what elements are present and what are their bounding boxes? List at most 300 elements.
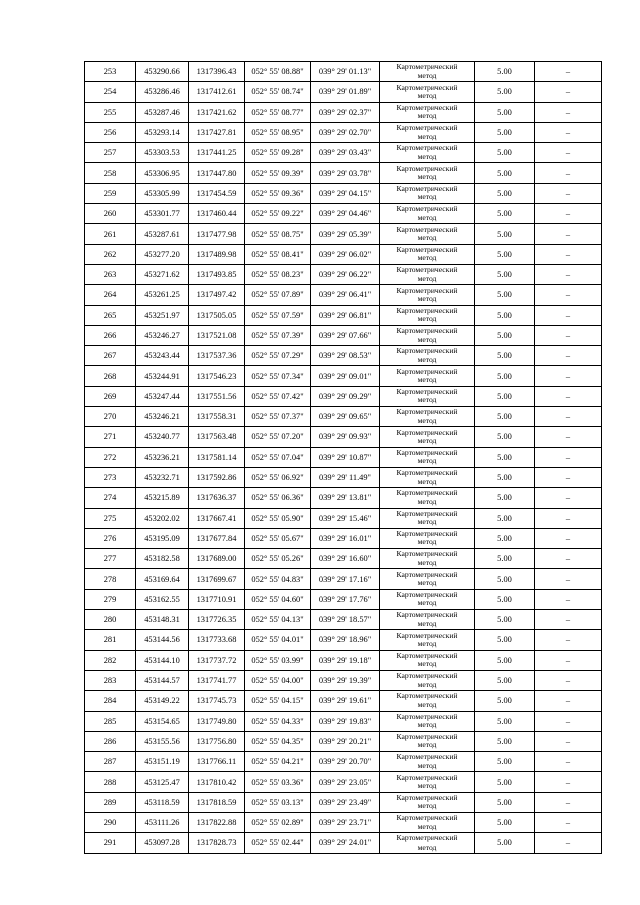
point-number-cell: 288 — [85, 772, 136, 792]
latitude-cell: 052° 55' 08.23" — [245, 264, 311, 284]
method-label-line1: Картометрический — [396, 589, 458, 599]
point-number-cell: 290 — [85, 812, 136, 832]
table-row — [85, 204, 602, 224]
accuracy-cell: 5.00 — [475, 102, 535, 122]
x-coordinate-cell: 453287.61 — [136, 224, 189, 244]
point-number-cell: 291 — [85, 833, 136, 854]
longitude-cell: 039° 29' 20.70" — [311, 752, 380, 772]
point-number-cell: 279 — [85, 589, 136, 609]
method-label-line2: метод — [417, 801, 437, 811]
note-cell: – — [535, 833, 602, 854]
x-coordinate-cell: 453215.89 — [136, 488, 189, 508]
point-number-cell: 253 — [85, 62, 136, 82]
longitude-cell: 039° 29' 04.15" — [311, 183, 380, 203]
x-coordinate-cell: 453097.28 — [136, 833, 189, 854]
y-coordinate-cell: 1317745.73 — [189, 691, 245, 711]
longitude-cell: 039° 29' 23.05" — [311, 772, 380, 792]
point-number-cell: 265 — [85, 305, 136, 325]
method-label-line1: Картометрический — [396, 792, 458, 802]
x-coordinate-cell: 453125.47 — [136, 772, 189, 792]
point-number-cell: 254 — [85, 82, 136, 102]
y-coordinate-cell: 1317460.44 — [189, 204, 245, 224]
latitude-cell: 052° 55' 04.13" — [245, 610, 311, 630]
table-row — [85, 325, 602, 345]
y-coordinate-cell: 1317636.37 — [189, 488, 245, 508]
y-coordinate-cell: 1317493.85 — [189, 264, 245, 284]
method-label-line2: метод — [417, 435, 437, 445]
method-label-line1: Картометрический — [396, 427, 458, 437]
method-label-line2: метод — [417, 618, 437, 628]
accuracy-cell: 5.00 — [475, 528, 535, 548]
method-label-line1: Картометрический — [396, 468, 458, 478]
latitude-cell: 052° 55' 07.59" — [245, 305, 311, 325]
method-label-line2: метод — [417, 638, 437, 648]
note-cell: – — [535, 305, 602, 325]
note-cell: – — [535, 630, 602, 650]
x-coordinate-cell: 453149.22 — [136, 691, 189, 711]
note-cell: – — [535, 528, 602, 548]
method-label-line2: метод — [417, 476, 437, 486]
method-label-line1: Картометрический — [396, 752, 458, 762]
method-label-line2: метод — [417, 192, 437, 202]
y-coordinate-cell: 1317454.59 — [189, 183, 245, 203]
y-coordinate-cell: 1317537.36 — [189, 346, 245, 366]
longitude-cell: 039° 29' 07.66" — [311, 325, 380, 345]
y-coordinate-cell: 1317699.67 — [189, 569, 245, 589]
method-label-line2: метод — [417, 781, 437, 791]
latitude-cell: 052° 55' 07.29" — [245, 346, 311, 366]
accuracy-cell: 5.00 — [475, 82, 535, 102]
y-coordinate-cell: 1317741.77 — [189, 670, 245, 690]
accuracy-cell: 5.00 — [475, 630, 535, 650]
x-coordinate-cell: 453244.91 — [136, 366, 189, 386]
method-label-line1: Картометрический — [396, 569, 458, 579]
latitude-cell: 052° 55' 03.36" — [245, 772, 311, 792]
method-label-line2: метод — [417, 354, 437, 364]
note-cell: – — [535, 366, 602, 386]
method-label-line2: метод — [417, 415, 437, 425]
method-label-line1: Картометрический — [396, 305, 458, 315]
note-cell: – — [535, 792, 602, 812]
method-label-line2: метод — [417, 537, 437, 547]
latitude-cell: 052° 55' 06.36" — [245, 488, 311, 508]
y-coordinate-cell: 1317822.88 — [189, 812, 245, 832]
y-coordinate-cell: 1317733.68 — [189, 630, 245, 650]
table-row — [85, 589, 602, 609]
longitude-cell: 039° 29' 05.39" — [311, 224, 380, 244]
method-label-line1: Картометрический — [396, 813, 458, 823]
note-cell: – — [535, 670, 602, 690]
latitude-cell: 052° 55' 03.99" — [245, 650, 311, 670]
accuracy-cell: 5.00 — [475, 772, 535, 792]
method-label-line2: метод — [417, 273, 437, 283]
method-label-line1: Картометрический — [396, 62, 458, 72]
x-coordinate-cell: 453305.99 — [136, 183, 189, 203]
x-coordinate-cell: 453246.27 — [136, 325, 189, 345]
longitude-cell: 039° 29' 09.65" — [311, 407, 380, 427]
note-cell: – — [535, 427, 602, 447]
method-label-line2: метод — [417, 720, 437, 730]
accuracy-cell: 5.00 — [475, 122, 535, 142]
longitude-cell: 039° 29' 03.43" — [311, 143, 380, 163]
x-coordinate-cell: 453144.10 — [136, 650, 189, 670]
table-row — [85, 691, 602, 711]
x-coordinate-cell: 453144.57 — [136, 670, 189, 690]
point-number-cell: 270 — [85, 407, 136, 427]
method-cell — [380, 122, 475, 142]
x-coordinate-cell: 453261.25 — [136, 285, 189, 305]
accuracy-cell: 5.00 — [475, 650, 535, 670]
method-label-line1: Картометрический — [396, 224, 458, 234]
method-label-line1: Картометрический — [396, 102, 458, 112]
y-coordinate-cell: 1317489.98 — [189, 244, 245, 264]
note-cell: – — [535, 325, 602, 345]
point-number-cell: 255 — [85, 102, 136, 122]
method-label-line2: метод — [417, 659, 437, 669]
latitude-cell: 052° 55' 09.22" — [245, 204, 311, 224]
longitude-cell: 039° 29' 19.18" — [311, 650, 380, 670]
longitude-cell: 039° 29' 19.39" — [311, 670, 380, 690]
x-coordinate-cell: 453154.65 — [136, 711, 189, 731]
method-label-line1: Картометрический — [396, 184, 458, 194]
y-coordinate-cell: 1317447.80 — [189, 163, 245, 183]
accuracy-cell: 5.00 — [475, 549, 535, 569]
method-label-line2: метод — [417, 557, 437, 567]
method-label-line2: метод — [417, 293, 437, 303]
x-coordinate-cell: 453169.64 — [136, 569, 189, 589]
method-label-line2: метод — [417, 172, 437, 182]
point-number-cell: 266 — [85, 325, 136, 345]
accuracy-cell: 5.00 — [475, 143, 535, 163]
table-row — [85, 488, 602, 508]
latitude-cell: 052° 55' 07.34" — [245, 366, 311, 386]
accuracy-cell: 5.00 — [475, 264, 535, 284]
method-label-line2: метод — [417, 90, 437, 100]
method-cell — [380, 163, 475, 183]
table-row — [85, 386, 602, 406]
x-coordinate-cell: 453118.59 — [136, 792, 189, 812]
y-coordinate-cell: 1317737.72 — [189, 650, 245, 670]
y-coordinate-cell: 1317521.08 — [189, 325, 245, 345]
method-cell — [380, 833, 475, 854]
x-coordinate-cell: 453306.95 — [136, 163, 189, 183]
longitude-cell: 039° 29' 01.13" — [311, 62, 380, 82]
longitude-cell: 039° 29' 24.01" — [311, 833, 380, 854]
method-label-line1: Картометрический — [396, 772, 458, 782]
table-row — [85, 569, 602, 589]
method-cell — [380, 305, 475, 325]
method-cell — [380, 549, 475, 569]
method-cell — [380, 711, 475, 731]
method-cell — [380, 650, 475, 670]
y-coordinate-cell: 1317756.80 — [189, 731, 245, 751]
method-cell — [380, 772, 475, 792]
table-row — [85, 62, 602, 82]
method-label-line2: метод — [417, 821, 437, 831]
point-number-cell: 286 — [85, 731, 136, 751]
y-coordinate-cell: 1317828.73 — [189, 833, 245, 854]
longitude-cell: 039° 29' 06.81" — [311, 305, 380, 325]
longitude-cell: 039° 29' 19.61" — [311, 691, 380, 711]
point-number-cell: 259 — [85, 183, 136, 203]
latitude-cell: 052° 55' 04.01" — [245, 630, 311, 650]
y-coordinate-cell: 1317677.84 — [189, 528, 245, 548]
method-label-line1: Картометрический — [396, 163, 458, 173]
x-coordinate-cell: 453162.55 — [136, 589, 189, 609]
note-cell: – — [535, 102, 602, 122]
latitude-cell: 052° 55' 08.74" — [245, 82, 311, 102]
latitude-cell: 052° 55' 08.41" — [245, 244, 311, 264]
method-label-line2: метод — [417, 314, 437, 324]
latitude-cell: 052° 55' 07.04" — [245, 447, 311, 467]
latitude-cell: 052° 55' 05.67" — [245, 528, 311, 548]
table-row — [85, 467, 602, 487]
point-number-cell: 268 — [85, 366, 136, 386]
x-coordinate-cell: 453236.21 — [136, 447, 189, 467]
coordinates-table — [84, 61, 602, 854]
longitude-cell: 039° 29' 15.46" — [311, 508, 380, 528]
longitude-cell: 039° 29' 10.87" — [311, 447, 380, 467]
note-cell: – — [535, 143, 602, 163]
accuracy-cell: 5.00 — [475, 610, 535, 630]
x-coordinate-cell: 453243.44 — [136, 346, 189, 366]
accuracy-cell: 5.00 — [475, 285, 535, 305]
method-label-line2: метод — [417, 760, 437, 770]
y-coordinate-cell: 1317558.31 — [189, 407, 245, 427]
point-number-cell: 273 — [85, 467, 136, 487]
longitude-cell: 039° 29' 06.22" — [311, 264, 380, 284]
y-coordinate-cell: 1317563.48 — [189, 427, 245, 447]
note-cell: – — [535, 812, 602, 832]
method-label-line1: Картометрический — [396, 285, 458, 295]
method-label-line2: метод — [417, 740, 437, 750]
note-cell: – — [535, 691, 602, 711]
y-coordinate-cell: 1317396.43 — [189, 62, 245, 82]
method-cell — [380, 407, 475, 427]
accuracy-cell: 5.00 — [475, 224, 535, 244]
point-number-cell: 272 — [85, 447, 136, 467]
method-label-line2: метод — [417, 679, 437, 689]
y-coordinate-cell: 1317592.86 — [189, 467, 245, 487]
x-coordinate-cell: 453247.44 — [136, 386, 189, 406]
latitude-cell: 052° 55' 02.89" — [245, 812, 311, 832]
latitude-cell: 052° 55' 04.83" — [245, 569, 311, 589]
method-cell — [380, 427, 475, 447]
method-cell — [380, 731, 475, 751]
note-cell: – — [535, 569, 602, 589]
x-coordinate-cell: 453271.62 — [136, 264, 189, 284]
table-row — [85, 731, 602, 751]
method-label-line1: Картометрический — [396, 650, 458, 660]
note-cell: – — [535, 204, 602, 224]
method-label-line1: Картометрический — [396, 447, 458, 457]
method-cell — [380, 589, 475, 609]
point-number-cell: 263 — [85, 264, 136, 284]
method-cell — [380, 102, 475, 122]
method-label-line1: Картометрический — [396, 488, 458, 498]
method-label-line2: метод — [417, 517, 437, 527]
method-cell — [380, 508, 475, 528]
y-coordinate-cell: 1317505.05 — [189, 305, 245, 325]
accuracy-cell: 5.00 — [475, 711, 535, 731]
point-number-cell: 256 — [85, 122, 136, 142]
x-coordinate-cell: 453144.56 — [136, 630, 189, 650]
note-cell: – — [535, 244, 602, 264]
table-row — [85, 447, 602, 467]
longitude-cell: 039° 29' 11.49" — [311, 467, 380, 487]
latitude-cell: 052° 55' 04.00" — [245, 670, 311, 690]
x-coordinate-cell: 453202.02 — [136, 508, 189, 528]
accuracy-cell: 5.00 — [475, 792, 535, 812]
latitude-cell: 052° 55' 08.75" — [245, 224, 311, 244]
accuracy-cell: 5.00 — [475, 62, 535, 82]
longitude-cell: 039° 29' 09.93" — [311, 427, 380, 447]
latitude-cell: 052° 55' 09.39" — [245, 163, 311, 183]
point-number-cell: 282 — [85, 650, 136, 670]
latitude-cell: 052° 55' 07.42" — [245, 386, 311, 406]
method-cell — [380, 691, 475, 711]
table-row — [85, 670, 602, 690]
latitude-cell: 052° 55' 08.95" — [245, 122, 311, 142]
note-cell: – — [535, 183, 602, 203]
table-row — [85, 285, 602, 305]
x-coordinate-cell: 453290.66 — [136, 62, 189, 82]
longitude-cell: 039° 29' 16.60" — [311, 549, 380, 569]
method-label-line1: Картометрический — [396, 244, 458, 254]
point-number-cell: 262 — [85, 244, 136, 264]
table-row — [85, 143, 602, 163]
y-coordinate-cell: 1317581.14 — [189, 447, 245, 467]
x-coordinate-cell: 453293.14 — [136, 122, 189, 142]
method-label-line2: метод — [417, 375, 437, 385]
y-coordinate-cell: 1317766.11 — [189, 752, 245, 772]
accuracy-cell: 5.00 — [475, 833, 535, 854]
note-cell: – — [535, 346, 602, 366]
accuracy-cell: 5.00 — [475, 183, 535, 203]
accuracy-cell: 5.00 — [475, 305, 535, 325]
longitude-cell: 039° 29' 09.01" — [311, 366, 380, 386]
longitude-cell: 039° 29' 20.21" — [311, 731, 380, 751]
longitude-cell: 039° 29' 04.46" — [311, 204, 380, 224]
accuracy-cell: 5.00 — [475, 325, 535, 345]
longitude-cell: 039° 29' 09.29" — [311, 386, 380, 406]
longitude-cell: 039° 29' 18.57" — [311, 610, 380, 630]
longitude-cell: 039° 29' 06.41" — [311, 285, 380, 305]
method-cell — [380, 670, 475, 690]
note-cell: – — [535, 650, 602, 670]
note-cell: – — [535, 163, 602, 183]
accuracy-cell: 5.00 — [475, 204, 535, 224]
accuracy-cell: 5.00 — [475, 508, 535, 528]
table-row — [85, 183, 602, 203]
point-number-cell: 289 — [85, 792, 136, 812]
note-cell: – — [535, 82, 602, 102]
latitude-cell: 052° 55' 07.89" — [245, 285, 311, 305]
accuracy-cell: 5.00 — [475, 731, 535, 751]
point-number-cell: 284 — [85, 691, 136, 711]
method-label-line1: Картометрический — [396, 366, 458, 376]
method-label-line2: метод — [417, 496, 437, 506]
accuracy-cell: 5.00 — [475, 427, 535, 447]
note-cell: – — [535, 589, 602, 609]
latitude-cell: 052° 55' 04.33" — [245, 711, 311, 731]
table-row — [85, 224, 602, 244]
method-label-line1: Картометрический — [396, 711, 458, 721]
method-label-line1: Картометрический — [396, 143, 458, 153]
accuracy-cell: 5.00 — [475, 467, 535, 487]
method-cell — [380, 447, 475, 467]
method-label-line1: Картометрический — [396, 123, 458, 133]
accuracy-cell: 5.00 — [475, 244, 535, 264]
note-cell: – — [535, 711, 602, 731]
method-cell — [380, 285, 475, 305]
longitude-cell: 039° 29' 02.37" — [311, 102, 380, 122]
longitude-cell: 039° 29' 16.01" — [311, 528, 380, 548]
accuracy-cell: 5.00 — [475, 447, 535, 467]
accuracy-cell: 5.00 — [475, 346, 535, 366]
method-label-line2: метод — [417, 699, 437, 709]
method-label-line2: метод — [417, 151, 437, 161]
accuracy-cell: 5.00 — [475, 670, 535, 690]
point-number-cell: 257 — [85, 143, 136, 163]
table-row — [85, 812, 602, 832]
latitude-cell: 052° 55' 09.36" — [245, 183, 311, 203]
y-coordinate-cell: 1317412.61 — [189, 82, 245, 102]
note-cell: – — [535, 610, 602, 630]
point-number-cell: 260 — [85, 204, 136, 224]
x-coordinate-cell: 453277.20 — [136, 244, 189, 264]
accuracy-cell: 5.00 — [475, 691, 535, 711]
point-number-cell: 281 — [85, 630, 136, 650]
method-label-line1: Картометрический — [396, 326, 458, 336]
note-cell: – — [535, 285, 602, 305]
y-coordinate-cell: 1317421.62 — [189, 102, 245, 122]
method-label-line1: Картометрический — [396, 833, 458, 843]
method-label-line2: метод — [417, 395, 437, 405]
table-row — [85, 305, 602, 325]
method-cell — [380, 264, 475, 284]
y-coordinate-cell: 1317818.59 — [189, 792, 245, 812]
table-row — [85, 163, 602, 183]
table-row — [85, 528, 602, 548]
x-coordinate-cell: 453155.56 — [136, 731, 189, 751]
method-cell — [380, 183, 475, 203]
x-coordinate-cell: 453111.26 — [136, 812, 189, 832]
x-coordinate-cell: 453303.53 — [136, 143, 189, 163]
method-label-line2: метод — [417, 70, 437, 80]
table-row — [85, 650, 602, 670]
latitude-cell: 052° 55' 05.90" — [245, 508, 311, 528]
longitude-cell: 039° 29' 06.02" — [311, 244, 380, 264]
accuracy-cell: 5.00 — [475, 569, 535, 589]
point-number-cell: 274 — [85, 488, 136, 508]
longitude-cell: 039° 29' 01.89" — [311, 82, 380, 102]
method-label-line1: Картометрический — [396, 691, 458, 701]
method-cell — [380, 82, 475, 102]
y-coordinate-cell: 1317477.98 — [189, 224, 245, 244]
accuracy-cell: 5.00 — [475, 366, 535, 386]
table-row — [85, 407, 602, 427]
x-coordinate-cell: 453148.31 — [136, 610, 189, 630]
y-coordinate-cell: 1317810.42 — [189, 772, 245, 792]
method-cell — [380, 467, 475, 487]
x-coordinate-cell: 453151.19 — [136, 752, 189, 772]
latitude-cell: 052° 55' 06.92" — [245, 467, 311, 487]
latitude-cell: 052° 55' 05.26" — [245, 549, 311, 569]
note-cell: – — [535, 752, 602, 772]
point-number-cell: 264 — [85, 285, 136, 305]
method-cell — [380, 346, 475, 366]
